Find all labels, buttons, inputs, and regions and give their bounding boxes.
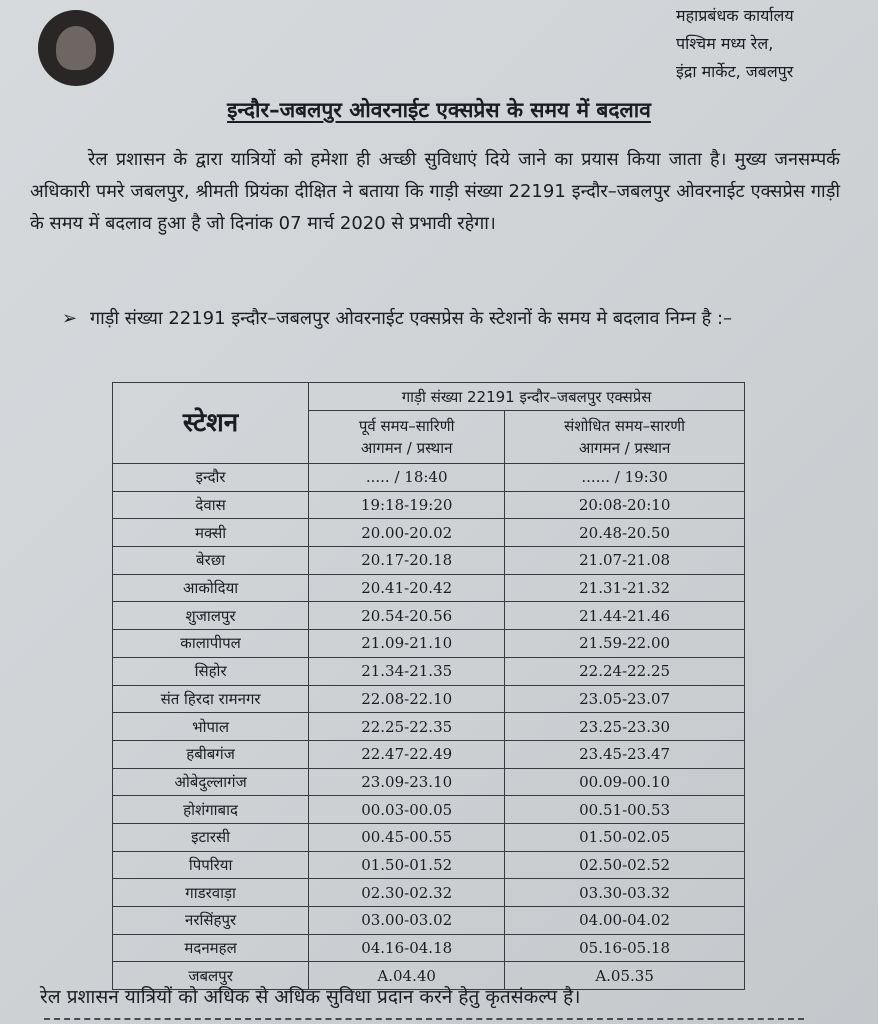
new-time-cell: 21.31-21.32 bbox=[505, 574, 745, 602]
station-cell: सिहोर bbox=[113, 657, 309, 685]
station-cell: देवास bbox=[113, 491, 309, 519]
table-row bbox=[113, 740, 745, 768]
train-group-header: गाड़ी संख्या 22191 इन्दौर–जबलपुर एक्सप्रेस bbox=[309, 383, 745, 411]
divider-line bbox=[44, 1018, 804, 1020]
old-time-cell: 22.08-22.10 bbox=[309, 685, 505, 713]
table-row bbox=[113, 630, 745, 658]
new-time-cell: 21.07-21.08 bbox=[505, 547, 745, 575]
station-cell: बेरछा bbox=[113, 547, 309, 575]
new-time-cell: 03.30-03.32 bbox=[505, 879, 745, 907]
table-row bbox=[113, 851, 745, 879]
bullet-text: गाड़ी संख्या 22191 इन्दौर–जबलपुर ओवरनाईट एक्सप्रेस के स्टेशनों के समय मे बदलाव निम्न है :– bbox=[90, 308, 733, 329]
office-line: पश्चिम मध्य रेल, bbox=[676, 34, 774, 53]
new-time-cell: A.05.35 bbox=[505, 962, 745, 990]
station-cell: कालापीपल bbox=[113, 630, 309, 658]
table-row bbox=[113, 796, 745, 824]
new-time-cell: 01.50-02.05 bbox=[505, 823, 745, 851]
new-time-cell: 23.25-23.30 bbox=[505, 713, 745, 741]
new-time-cell: 02.50-02.52 bbox=[505, 851, 745, 879]
station-cell: होशंगाबाद bbox=[113, 796, 309, 824]
office-address bbox=[676, 2, 866, 86]
new-time-cell: 20:08-20:10 bbox=[505, 491, 745, 519]
station-cell: मक्सी bbox=[113, 519, 309, 547]
table-row bbox=[113, 823, 745, 851]
station-cell: इन्दौर bbox=[113, 464, 309, 492]
old-time-cell: 23.09-23.10 bbox=[309, 768, 505, 796]
station-cell: संत हिरदा रामनगर bbox=[113, 685, 309, 713]
table-row bbox=[113, 907, 745, 935]
new-time-cell: 23.05-23.07 bbox=[505, 685, 745, 713]
table-row bbox=[113, 713, 745, 741]
new-timetable-subtitle: आगमन / प्रस्थान bbox=[578, 439, 671, 457]
old-time-cell: 01.50-01.52 bbox=[309, 851, 505, 879]
document-title-text: इन्दौर–जबलपुर ओवरनाईट एक्सप्रेस के समय में बदलाव bbox=[227, 98, 651, 122]
table-row bbox=[113, 464, 745, 492]
station-cell: मदनमहल bbox=[113, 934, 309, 962]
closing-statement: रेल प्रशासन यात्रियों को अधिक से अधिक सुविधा प्रदान करने हेतु कृतसंकल्प है। bbox=[40, 986, 581, 1008]
old-time-cell: 02.30-02.32 bbox=[309, 879, 505, 907]
station-cell: आकोदिया bbox=[113, 574, 309, 602]
old-time-cell: 20.54-20.56 bbox=[309, 602, 505, 630]
station-cell: नरसिंहपुर bbox=[113, 907, 309, 935]
station-cell: शुजालपुर bbox=[113, 602, 309, 630]
station-cell: इटारसी bbox=[113, 823, 309, 851]
office-line: महाप्रबंधक कार्यालय bbox=[676, 6, 794, 25]
new-time-cell: 04.00-04.02 bbox=[505, 907, 745, 935]
table-row bbox=[113, 519, 745, 547]
new-time-cell: 00.51-00.53 bbox=[505, 796, 745, 824]
emblem-figure bbox=[56, 26, 96, 70]
old-time-cell: 00.03-00.05 bbox=[309, 796, 505, 824]
old-time-cell: 04.16-04.18 bbox=[309, 934, 505, 962]
table-row bbox=[113, 657, 745, 685]
table-row bbox=[113, 934, 745, 962]
old-timetable-header bbox=[309, 411, 505, 464]
old-timetable-title: पूर्व समय–सारिणी bbox=[358, 417, 455, 435]
arrow-bullet-icon: ➢ bbox=[62, 308, 78, 329]
old-time-cell: 20.41-20.42 bbox=[309, 574, 505, 602]
intro-paragraph: रेल प्रशासन के द्वारा यात्रियों को हमेशा ही अच्छी सुविधाएं दिये जाने का प्रयास किया जाता है। मुख्य जनसम्पर्क अधिकारी पमरे जबलपुर, श्रीमती प्रियंका दीक्षित ने बताया कि गाड़ी संख्या 22191 इन्दौर–जबलपुर ओवरनाईट एक्सप्रेस गाड़ी के समय में बदलाव हुआ है जो दिनांक 07 मार्च 2020 से प्रभावी रहेगा। bbox=[30, 149, 840, 234]
old-time-cell: 00.45-00.55 bbox=[309, 823, 505, 851]
office-line: इंद्रा मार्केट, जबलपुर bbox=[676, 62, 794, 81]
station-cell: भोपाल bbox=[113, 713, 309, 741]
railway-emblem-logo bbox=[38, 10, 114, 86]
old-time-cell: 21.09-21.10 bbox=[309, 630, 505, 658]
old-time-cell: 20.00-20.02 bbox=[309, 519, 505, 547]
old-time-cell: 19:18-19:20 bbox=[309, 491, 505, 519]
new-time-cell: 23.45-23.47 bbox=[505, 740, 745, 768]
table-row bbox=[113, 768, 745, 796]
station-cell: पिपरिया bbox=[113, 851, 309, 879]
station-cell: गाडरवाड़ा bbox=[113, 879, 309, 907]
new-time-cell: 05.16-05.18 bbox=[505, 934, 745, 962]
old-time-cell: 22.25-22.35 bbox=[309, 713, 505, 741]
station-column-header: स्टेशन bbox=[113, 383, 309, 464]
old-time-cell: A.04.40 bbox=[309, 962, 505, 990]
table-row bbox=[113, 602, 745, 630]
old-time-cell: 21.34-21.35 bbox=[309, 657, 505, 685]
new-time-cell: 21.44-21.46 bbox=[505, 602, 745, 630]
station-cell: ओबेदुल्लागंज bbox=[113, 768, 309, 796]
new-time-cell: 21.59-22.00 bbox=[505, 630, 745, 658]
old-time-cell: ..... / 18:40 bbox=[309, 464, 505, 492]
table-row bbox=[113, 685, 745, 713]
station-cell: हबीबगंज bbox=[113, 740, 309, 768]
table-row bbox=[113, 491, 745, 519]
table-row bbox=[113, 547, 745, 575]
old-time-cell: 20.17-20.18 bbox=[309, 547, 505, 575]
new-time-cell: 22.24-22.25 bbox=[505, 657, 745, 685]
new-time-cell: 00.09-00.10 bbox=[505, 768, 745, 796]
schedule-table bbox=[112, 382, 745, 990]
table-row bbox=[113, 574, 745, 602]
new-timetable-header bbox=[505, 411, 745, 464]
station-cell: जबलपुर bbox=[113, 962, 309, 990]
old-time-cell: 03.00-03.02 bbox=[309, 907, 505, 935]
old-timetable-subtitle: आगमन / प्रस्थान bbox=[360, 439, 453, 457]
new-timetable-title: संशोधित समय–सारणी bbox=[564, 417, 686, 435]
bullet-point bbox=[62, 302, 842, 336]
new-time-cell: 20.48-20.50 bbox=[505, 519, 745, 547]
table-row bbox=[113, 879, 745, 907]
old-time-cell: 22.47-22.49 bbox=[309, 740, 505, 768]
new-time-cell: ...... / 19:30 bbox=[505, 464, 745, 492]
document-title bbox=[0, 96, 878, 124]
